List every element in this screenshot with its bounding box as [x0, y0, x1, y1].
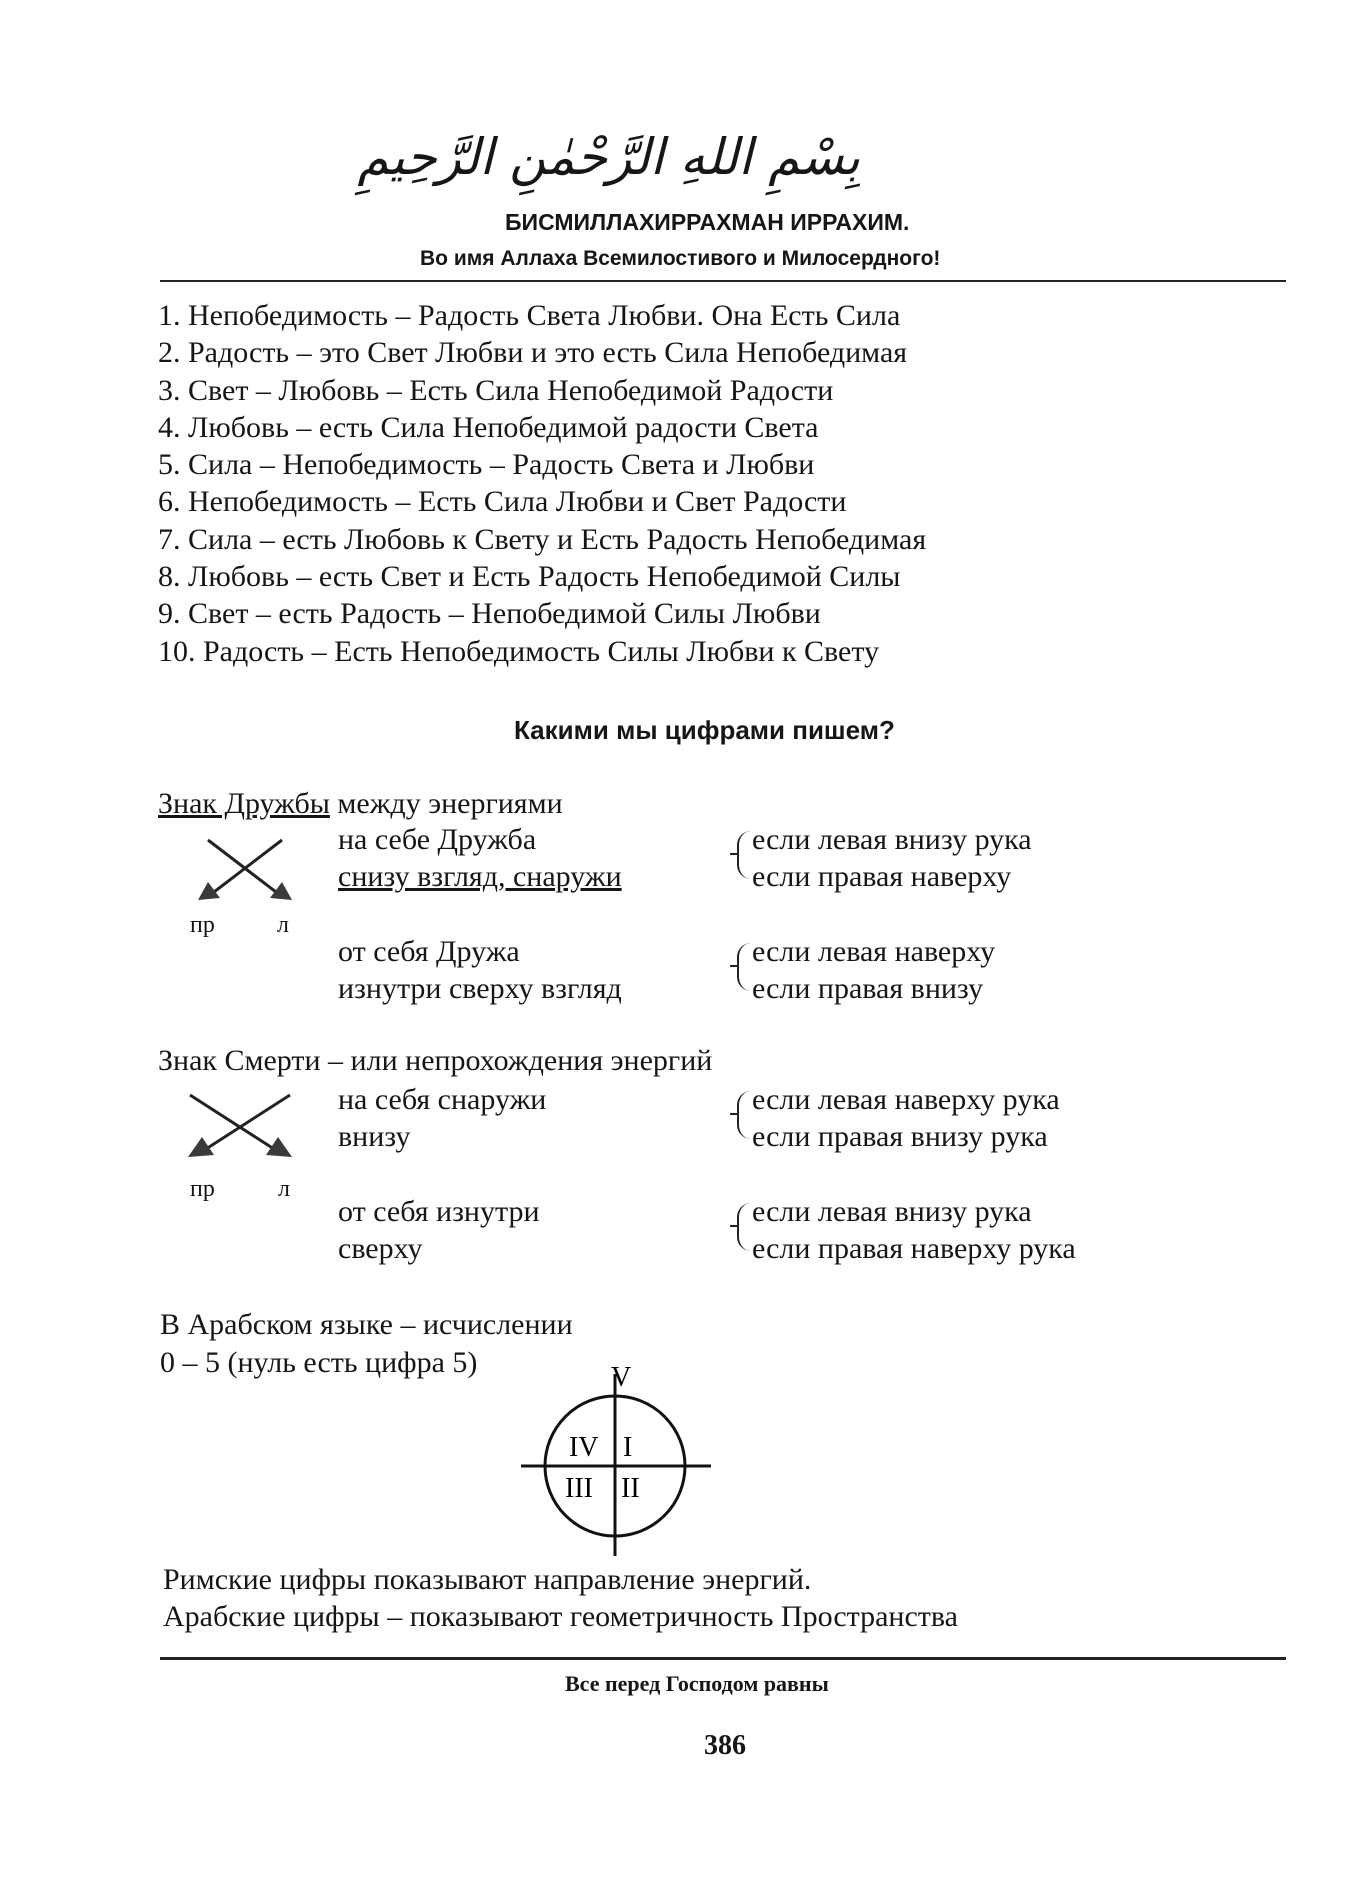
conclusion-line1: Римские цифры показывают направление энергий. — [163, 1563, 812, 1596]
death-label-right: л — [278, 1176, 290, 1202]
brace — [737, 831, 751, 879]
list-item: 6. Непобедимость – Есть Сила Любви и Свет Радости — [158, 485, 847, 519]
friendship-label-right: л — [277, 912, 289, 938]
friendship-block1-cond2: если правая наверху — [752, 860, 1012, 893]
section-question: Какими мы цифрами пишем? — [514, 715, 895, 745]
death-block2-cond1: если левая внизу рука — [752, 1195, 1032, 1228]
diagram-quadrant-iii: III — [565, 1473, 593, 1504]
friendship-block1-line2: снизу взгляд, снаружи — [338, 860, 622, 893]
header-title: БИСМИЛЛАХИРРАХМАН ИРРАХИМ. — [505, 209, 910, 235]
list-item: 7. Сила – есть Любовь к Свету и Есть Радость Непобедимая — [158, 522, 927, 556]
arabic-line1: В Арабском языке – исчислении — [160, 1308, 573, 1341]
death-block1-line1: на себя снаружи — [338, 1083, 547, 1116]
death-block2-line1: от себя изнутри — [338, 1195, 540, 1228]
list-item: 8. Любовь – есть Свет и Есть Радость Непобедимой Силы — [158, 560, 901, 594]
death-block1-cond2: если правая внизу рука — [752, 1120, 1048, 1153]
death-sign-icon — [180, 1085, 300, 1165]
diagram-quadrant-iv: IV — [569, 1432, 599, 1463]
list-item: 9. Свет – есть Радость – Непобедимой Силы Любви — [158, 597, 821, 631]
brace — [737, 1203, 751, 1251]
death-block2-cond2: если правая наверху рука — [752, 1232, 1076, 1265]
friendship-block2-line1: от себя Дружа — [338, 935, 520, 968]
brace — [737, 1091, 751, 1139]
footer-motto: Все перед Господом равны — [565, 1671, 829, 1696]
arabic-line2: 0 – 5 (нуль есть цифра 5) — [160, 1346, 478, 1379]
diagram-quadrant-i: I — [623, 1432, 633, 1463]
friendship-heading — [158, 787, 563, 821]
brace — [737, 943, 751, 991]
death-label-left: пр — [190, 1176, 215, 1202]
list-item: 10. Радость – Есть Непобедимость Силы Любви к Свету — [158, 634, 880, 668]
conclusion-line2: Арабские цифры – показывают геометричность Пространства — [163, 1600, 958, 1633]
page-number: 386 — [704, 1730, 746, 1761]
friendship-label-left: пр — [190, 912, 215, 938]
numbered-list — [158, 297, 926, 670]
list-item: 5. Сила – Непобедимость – Радость Света и Любви — [158, 448, 815, 482]
quadrant-diagram — [515, 1360, 715, 1560]
diagram-quadrant-ii: II — [621, 1473, 640, 1504]
list-item: 2. Радость – это Свет Любви и это есть Сила Непобедимая — [158, 336, 908, 370]
death-block2-line2: сверху — [338, 1232, 423, 1265]
header-subtitle: Во имя Аллаха Всемилостивого и Милосердного! — [420, 247, 941, 270]
friendship-heading-rest: между энергиями — [329, 787, 563, 820]
friendship-block2-cond1: если левая наверху — [752, 935, 996, 968]
death-block1-line2: внизу — [338, 1120, 411, 1153]
list-item: 1. Непобедимость – Радость Света Любви. Она Есть Сила — [158, 299, 901, 332]
death-block1-cond1: если левая наверху рука — [752, 1083, 1060, 1116]
list-item: 3. Свет – Любовь – Есть Сила Непобедимой Радости — [158, 373, 834, 407]
list-item: 4. Любовь – есть Сила Непобедимой радости Света — [158, 410, 819, 444]
friendship-block1-cond1: если левая внизу рука — [752, 823, 1032, 856]
death-heading: Знак Смерти – или непрохождения энергий — [158, 1044, 713, 1077]
friendship-block2-cond2: если правая внизу — [752, 972, 984, 1005]
friendship-sign-icon — [190, 830, 300, 910]
friendship-heading-underlined: Знак Дружбы — [158, 787, 330, 820]
basmala-calligraphy: بِسْمِ اللهِ الرَّحْمٰنِ الرَّحِيمِ — [357, 128, 860, 186]
footer-rule — [160, 1657, 1286, 1660]
friendship-block2-line2: изнутри сверху взгляд — [338, 972, 622, 1005]
diagram-top-label: V — [611, 1362, 632, 1393]
friendship-block1-line1: на себе Дружба — [338, 823, 537, 856]
header-rule — [160, 280, 1286, 282]
